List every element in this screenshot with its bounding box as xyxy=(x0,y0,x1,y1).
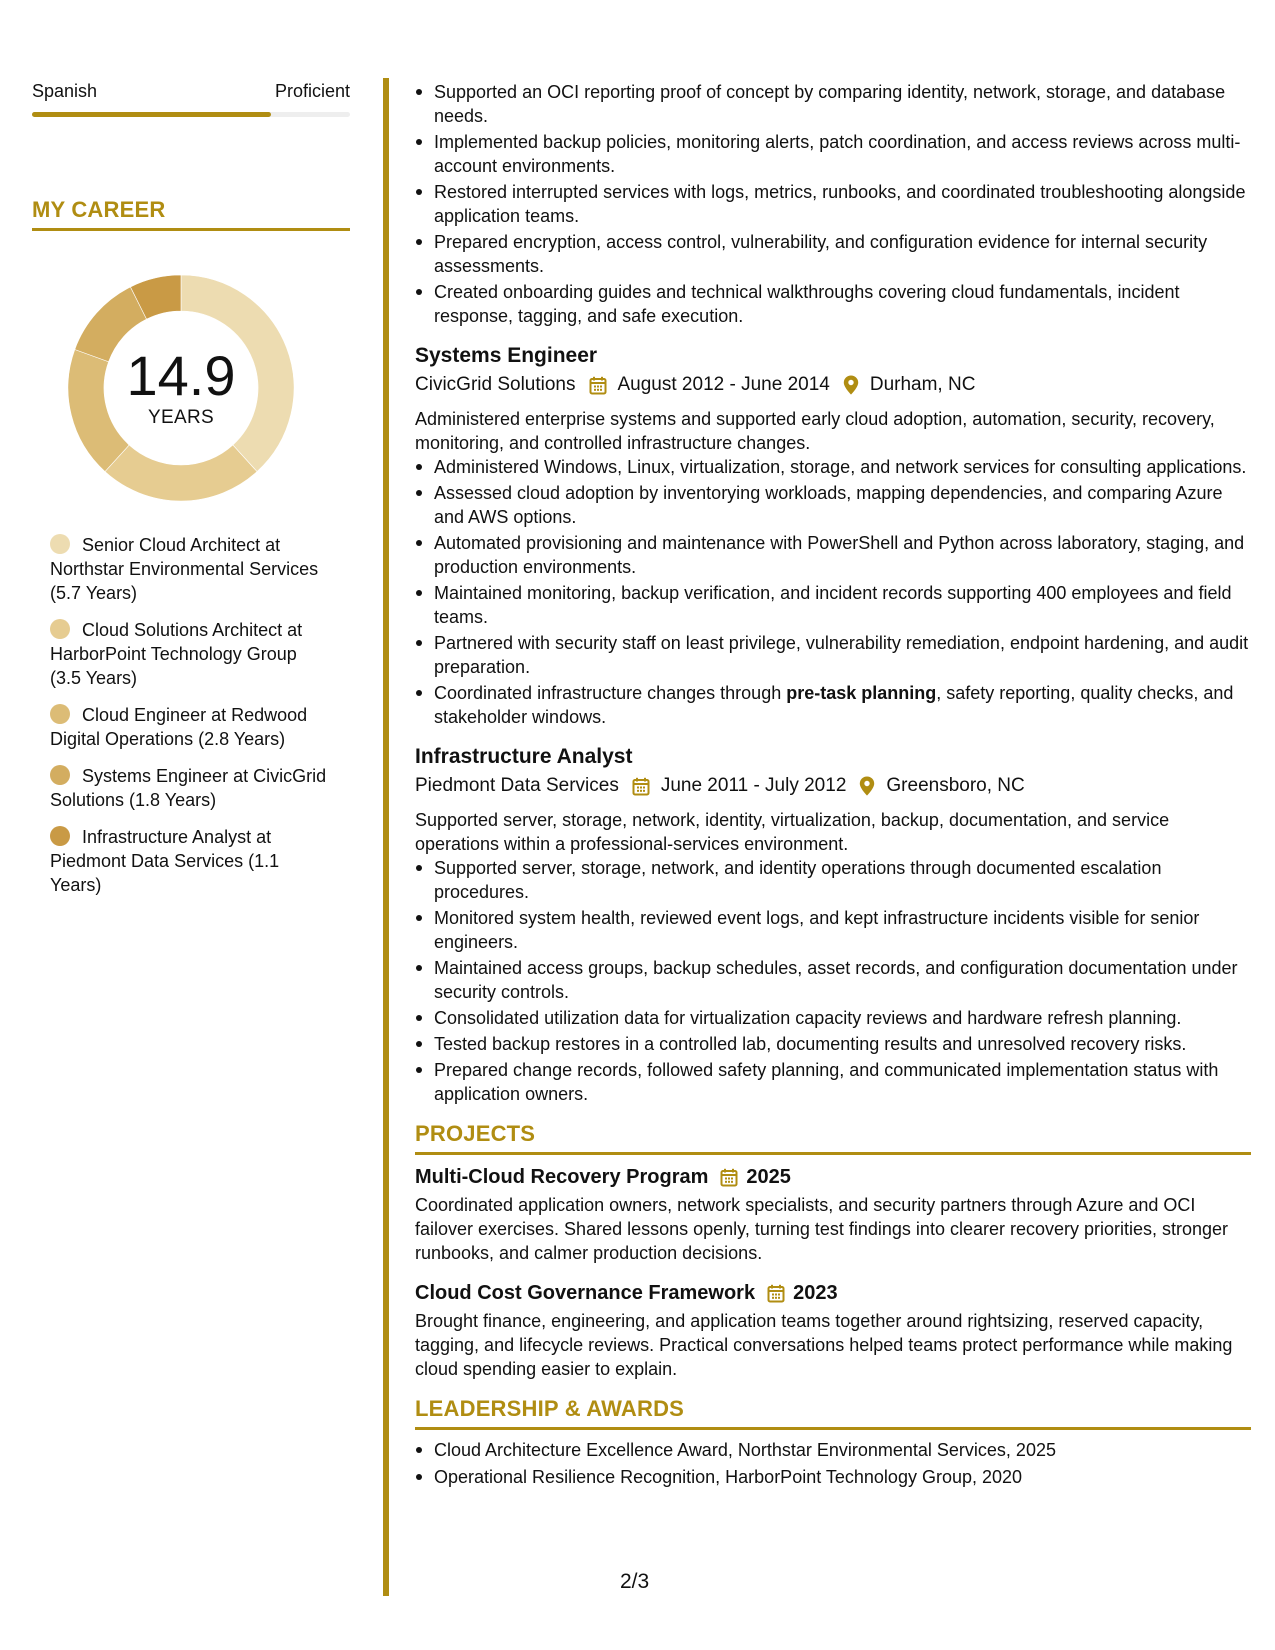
project-name: Multi-Cloud Recovery Program xyxy=(415,1166,709,1188)
project-header xyxy=(415,1279,1251,1307)
list-item: Implemented backup policies, monitoring alerts, patch coordination, and access reviews across multi-account environments. xyxy=(415,130,1251,178)
list-item: Maintained access groups, backup schedules, asset records, and configuration documentation under security controls. xyxy=(415,956,1251,1004)
legend-swatch xyxy=(50,534,70,554)
job-summary: Supported server, storage, network, identity, virtualization, backup, documentation, and service operations within a professional-services environment. xyxy=(415,810,1170,854)
language-proficiency-fill xyxy=(32,112,271,117)
list-item: Cloud Architecture Excellence Award, Northstar Environmental Services, 2025 xyxy=(415,1438,1251,1462)
list-item: Partnered with security staff on least privilege, vulnerability remediation, endpoint hardening, and audit preparation. xyxy=(415,631,1251,679)
legend-swatch xyxy=(50,826,70,846)
projects-heading-rule xyxy=(415,1152,1251,1155)
language-name: Spanish xyxy=(32,81,98,101)
list-item: Prepared encryption, access control, vulnerability, and configuration evidence for internal security assessments. xyxy=(415,230,1251,278)
career-legend xyxy=(32,533,350,897)
calendar-icon xyxy=(767,1284,785,1303)
list-item: Restored interrupted services with logs, metrics, runbooks, and coordinated troubleshooting alongside application teams. xyxy=(415,180,1251,228)
job-company: CivicGrid Solutions xyxy=(415,374,576,395)
awards-heading-rule xyxy=(415,1427,1251,1430)
job-dates: June 2011 - July 2012 xyxy=(660,775,847,796)
location-pin-icon xyxy=(859,776,875,796)
bullet-text-after: , safety reporting, quality checks, and stakeholder windows. xyxy=(434,683,1234,727)
job-meta xyxy=(415,772,1251,800)
career-heading: MY CAREER xyxy=(32,197,166,222)
legend-swatch xyxy=(50,704,70,724)
bullet-bold-phrase: pre-task planning xyxy=(786,683,937,703)
job-infrastructure-analyst xyxy=(415,743,1251,1106)
legend-item xyxy=(50,533,332,605)
job-location: Greensboro, NC xyxy=(886,775,1025,796)
job-systems-engineer xyxy=(415,342,1251,729)
legend-label: Systems Engineer at CivicGrid Solutions (1.8 Years) xyxy=(50,766,327,810)
project-name: Cloud Cost Governance Framework xyxy=(415,1282,756,1304)
list-item: Automated provisioning and maintenance with PowerShell and Python across laboratory, staging, and production environments. xyxy=(415,531,1251,579)
project-item xyxy=(415,1163,1251,1265)
legend-label: Cloud Engineer at Redwood Digital Operations (2.8 Years) xyxy=(50,705,308,749)
list-item xyxy=(415,681,1251,729)
location-pin-icon xyxy=(843,375,859,395)
previous-role-bullets xyxy=(415,80,1251,328)
calendar-icon xyxy=(632,777,650,796)
list-item: Monitored system health, reviewed event logs, and kept infrastructure incidents visible for senior engineers. xyxy=(415,906,1251,954)
list-item: Created onboarding guides and technical walkthroughs covering cloud fundamentals, incident response, tagging, and safe execution. xyxy=(415,280,1251,328)
career-total-years: 14.9 xyxy=(126,344,236,407)
job-meta xyxy=(415,371,1251,399)
project-item xyxy=(415,1279,1251,1381)
legend-swatch xyxy=(50,765,70,785)
page-number: 2/3 xyxy=(620,1570,650,1593)
project-description: Brought finance, engineering, and application teams together around rightsizing, reserved capacity, tagging, and lifecycle reviews. Practical conversations helped teams protect performance while making cloud spending easier to explain. xyxy=(415,1311,1233,1379)
project-year: 2023 xyxy=(793,1282,838,1304)
language-proficiency-bar xyxy=(32,112,350,117)
sidebar xyxy=(32,80,350,910)
projects-heading: PROJECTS xyxy=(415,1121,536,1146)
project-description: Coordinated application owners, network specialists, and security partners through Azure and OCI failover exercises. Shared lessons openly, turning test findings into clearer recovery priorities, stronger runbooks, and calmer production decisions. xyxy=(415,1195,1229,1263)
list-item: Maintained monitoring, backup verification, and incident records supporting 400 employees and field teams. xyxy=(415,581,1251,629)
list-item: Consolidated utilization data for virtualization capacity reviews and hardware refresh planning. xyxy=(415,1006,1251,1030)
job-title: Infrastructure Analyst xyxy=(415,745,633,768)
job-summary: Administered enterprise systems and supported early cloud adoption, automation, security, recovery, monitoring, and controlled infrastructure changes. xyxy=(415,409,1215,453)
bullet-text-before: Coordinated infrastructure changes through xyxy=(434,683,787,703)
list-item: Supported an OCI reporting proof of concept by comparing identity, network, storage, and database needs. xyxy=(415,80,1251,128)
column-divider xyxy=(383,78,389,1596)
list-item: Prepared change records, followed safety planning, and communicated implementation status with application owners. xyxy=(415,1058,1251,1106)
legend-swatch xyxy=(50,619,70,639)
legend-item xyxy=(50,703,332,751)
legend-item xyxy=(50,825,332,897)
project-year: 2025 xyxy=(746,1166,791,1188)
legend-label: Senior Cloud Architect at Northstar Environmental Services (5.7 Years) xyxy=(50,535,319,603)
language-row xyxy=(32,80,350,102)
job-company: Piedmont Data Services xyxy=(415,775,619,796)
calendar-icon xyxy=(589,376,607,395)
career-heading-rule xyxy=(32,228,350,231)
list-item: Tested backup restores in a controlled lab, documenting results and unresolved recovery risks. xyxy=(415,1032,1251,1056)
job-bullets xyxy=(415,455,1251,729)
legend-item xyxy=(50,764,332,812)
donut-center xyxy=(66,273,296,503)
language-level: Proficient xyxy=(274,81,350,101)
list-item: Operational Resilience Recognition, HarborPoint Technology Group, 2020 xyxy=(415,1465,1251,1489)
list-item: Supported server, storage, network, and identity operations through documented escalation procedures. xyxy=(415,856,1251,904)
list-item: Administered Windows, Linux, virtualization, storage, and network services for consulting applications. xyxy=(415,455,1251,479)
career-donut-chart xyxy=(66,273,296,503)
legend-label: Cloud Solutions Architect at HarborPoint Technology Group (3.5 Years) xyxy=(50,620,303,688)
list-item: Assessed cloud adoption by inventorying workloads, mapping dependencies, and comparing Azure and AWS options. xyxy=(415,481,1251,529)
career-total-unit: YEARS xyxy=(148,407,214,428)
project-header xyxy=(415,1163,1251,1191)
job-title: Systems Engineer xyxy=(415,344,598,367)
awards-heading: LEADERSHIP & AWARDS xyxy=(415,1396,685,1421)
job-bullets xyxy=(415,856,1251,1106)
calendar-icon xyxy=(720,1168,738,1187)
legend-label: Infrastructure Analyst at Piedmont Data Services (1.1 Years) xyxy=(50,827,280,895)
legend-item xyxy=(50,618,332,690)
job-dates: August 2012 - June 2014 xyxy=(617,374,830,395)
awards-list xyxy=(415,1438,1251,1489)
main-content xyxy=(415,80,1251,1492)
job-location: Durham, NC xyxy=(869,374,976,395)
